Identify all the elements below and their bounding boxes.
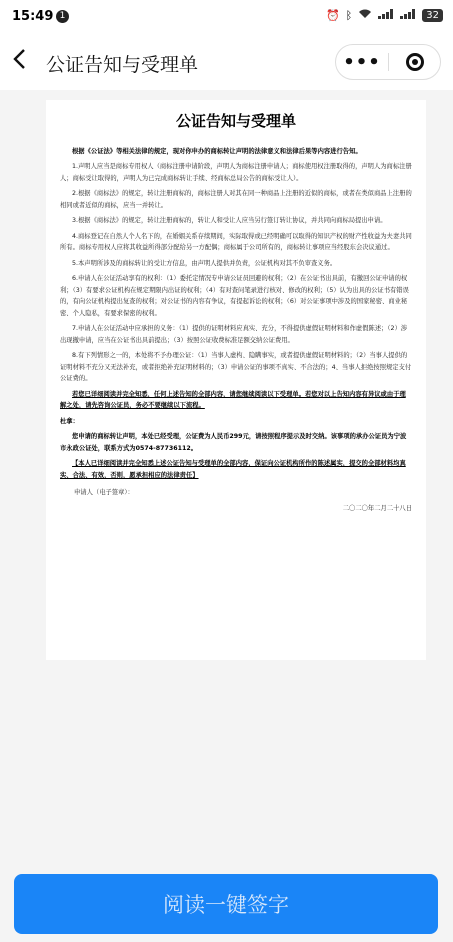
document-item: 1.声明人应当是商标专用权人（商标注册申请阶段，声明人为商标注册申请人；商标使用权注册取得的，声明人为商标注册人；商标受让取得的，声明人为已完成商标转让手续、经商标总局公告的商标受让人）。 xyxy=(60,163,412,182)
document-date: 二〇二〇年二月二十八日 xyxy=(342,504,412,512)
back-icon[interactable] xyxy=(12,48,26,74)
document-warning: 若您已详细阅读并完全知悉，任何上述告知的全部内容，请您继续阅读以下受理单。若您对以上告知内容有异议或由于理解之处，请先咨询公证员，务必不要继续以下流程。 xyxy=(60,390,406,409)
document-page xyxy=(46,100,426,660)
document-item: 3.根据《商标法》的规定，转让注册商标的，转让人和受让人应当另行签订转让协议，并共同向商标局提出申请。 xyxy=(72,217,387,224)
document-commitment: 【本人已详细阅读并完全知悉上述公证告知与受理单的全部内容，保证向公证机构所作的陈述属实，提交的全部材料均真实、合法、有效，否则，愿承担相应的法律责任】 xyxy=(60,460,406,479)
wifi-icon xyxy=(358,8,372,22)
document-acceptance: 您申请的商标转让声明，本处已经受理，公证费为人民币299元，请按照程序提示及时交纳。该事项的承办公证员为宁波市永政公证处，联系方式为0574-87736112。 xyxy=(60,433,407,452)
document-item: 6.申请人在公证活动享有的权利：（1）委托定情况专申请公证员回避的权利；（2）在公证书出具前，有撤回公证申请的权利；（3）有要求公证机构在规定期限内出证的权利；（4）有对查问笔录进行核对、修改的权利；（5）认为出具的公证书有错误的，有向公证机构提出复查的权利；对公证书的内容有争议，有提起诉讼的权利；（6）对公证事项中涉及的国家秘密、商业秘密、个人隐私，有要求保密的权利。 xyxy=(60,275,409,317)
battery-icon: 32 xyxy=(422,9,443,22)
notification-badge: 1 xyxy=(56,10,69,23)
document-item: 5.本声明所涉及的商标转让的受让方信息，由声明人提供并负责，公证机构对其不负审查义务。 xyxy=(72,259,337,267)
document-title: 公证告知与受理单 xyxy=(175,112,296,130)
signal-icon xyxy=(400,9,416,22)
signature-label: 申请人（电子签章）： xyxy=(74,489,134,496)
read-and-sign-button[interactable]: 阅读一键签字 xyxy=(14,874,438,934)
document-intro: 根据《公证法》等相关法律的规定，现对你申办的商标转让声明的法律意义和法律后果等内容进行告知。 xyxy=(72,147,362,155)
status-bar xyxy=(0,0,453,34)
mini-program-capsule xyxy=(335,44,441,80)
page-title: 公证告知与受理单 xyxy=(46,54,199,76)
document-salutation: 杜拿： xyxy=(60,417,79,425)
more-button[interactable]: ••• xyxy=(343,51,381,73)
document-item: 2.根据《商标法》的规定，转让注册商标的，商标注册人对其在同一种商品上注册的近似的商标，或者在类似商品上注册的相同或者近似的商标，应当一并转让。 xyxy=(60,190,412,209)
nav-bar xyxy=(0,34,453,90)
status-icons xyxy=(326,8,443,22)
bluetooth-icon: ᛒ xyxy=(345,8,353,22)
document-item: 7.申请人在公证活动中应承担的义务：（1）提供的证明材料应真实、充分，不得提供虚假证明材料和作虚假陈述；（2）涉出现撤申请，应当在公证书出具前提出；（3）按照公证收费标准足额交纳公证费用。 xyxy=(60,325,408,344)
alarm-icon: ⏰ xyxy=(325,8,340,22)
record-icon xyxy=(406,53,424,71)
status-time: 15:49 xyxy=(12,9,54,24)
close-button[interactable] xyxy=(389,53,440,71)
document-item: 4.商标登记在自然人个人名下的，在婚姻关系存续期间，实际取得或已经明确可以取得的知识产权的财产性收益为夫妻共同所有。商标专用权人应将其收益所得部分配给另一方配偶；商标属于公司所有的，商标转让事项应当经股东会决议通过。 xyxy=(60,232,412,251)
document-item: 8.有下列情形之一的，本处将不予办理公证：（1）当事人虚构、隐瞒事实，或者提供虚假证明材料的；（2）当事人提供的证明材料不充分又无法补充，或者拒绝补充证明材料的；（3）申请公证的事项不真实、不合法的；4、当事人拒绝按照规定支付公证费的。 xyxy=(60,352,412,382)
signal-icon xyxy=(378,9,394,22)
